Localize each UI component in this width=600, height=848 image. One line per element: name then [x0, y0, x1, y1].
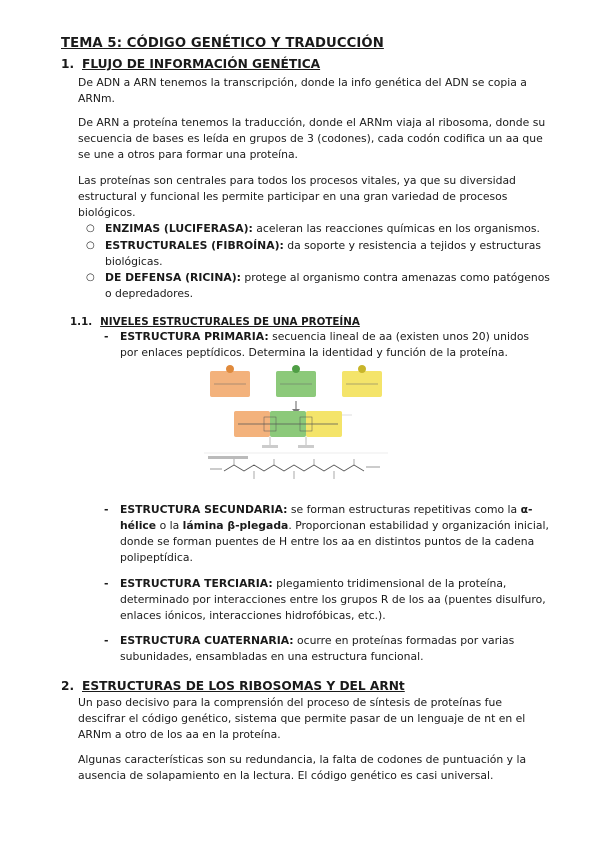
section-2-paragraph-2: Algunas características son su redundancia, la falta de codones de puntuación y la ausencia de solapamiento en la lectura. El código genético es casi universal.: [78, 753, 527, 782]
bullet-term: DE DEFENSA (RICINA):: [105, 271, 241, 284]
peptide-bond-figure: [204, 363, 388, 487]
bullet-term: ESTRUCTURALES (FIBROÍNA):: [105, 239, 284, 252]
bullet-circle-icon: ○: [86, 272, 95, 283]
list-item-estructura-cuaternaria: [104, 633, 550, 665]
section-2-title: ESTRUCTURAS DE LOS RIBOSOMAS Y DEL ARNt: [82, 679, 405, 693]
item-term: ESTRUCTURA PRIMARIA:: [120, 330, 269, 343]
list-item-estructura-terciaria: [104, 576, 550, 624]
item-text: plegamiento tridimensional de la proteína, determinado por interacciones entre los grupos R de los aa (puentes disulfuro, enlaces iónicos, interacciones hidrofóbicas, etc.).: [120, 577, 546, 622]
dash-marker: -: [104, 503, 109, 516]
section-1-number: 1.: [61, 57, 75, 71]
section-2-paragraph-1: Un paso decisivo para la comprensión del proceso de síntesis de proteínas fue descifrar el código genético, sistema que permite pasar de un lenguaje de nt en el ARNm a otro de los aa en la proteína.: [78, 696, 526, 741]
item-term: ESTRUCTURA TERCIARIA:: [120, 577, 273, 590]
item-text: se forman estructuras repetitivas como la: [287, 503, 521, 516]
bullet-circle-icon: ○: [86, 240, 95, 251]
bullet-text: da soporte y resistencia a tejidos y estructuras biológicas.: [105, 239, 541, 268]
beta-sheet-term: lámina β-plegada: [182, 519, 289, 532]
list-item-estructura-secundaria: [104, 502, 550, 566]
item-text: ocurre en proteínas formadas por varias subunidades, ensambladas en una estructura funcional.: [120, 634, 515, 663]
item-text: o la: [156, 519, 183, 532]
subsection-title: NIVELES ESTRUCTURALES DE UNA PROTEÍNA: [100, 316, 360, 328]
item-term: ESTRUCTURA CUATERNARIA:: [120, 634, 294, 647]
page-title: TEMA 5: CÓDIGO GENÉTICO Y TRADUCCIÓN: [61, 36, 384, 51]
section-1-paragraph-1: De ADN a ARN tenemos la transcripción, donde la info genética del ADN se copia a ARNm.: [78, 76, 527, 105]
bullet-text: protege al organismo contra amenazas como patógenos o depredadores.: [105, 271, 550, 300]
section-2-number: 2.: [61, 679, 75, 693]
dash-marker: -: [104, 634, 109, 647]
list-item-defensa: [86, 270, 550, 302]
section-1-paragraph-3: Las proteínas son centrales para todos los procesos vitales, ya que su diversidad estructural y funcional les permite participar en una gran variedad de procesos biológicos.: [78, 174, 516, 219]
subsection-number: 1.1.: [70, 316, 93, 328]
section-1-paragraph-2: De ARN a proteína tenemos la traducción, donde el ARNm viaja al ribosoma, donde su secuencia de bases es leída en grupos de 3 (codones), cada codón codifica un aa que se une a otros para formar una proteína.: [78, 116, 546, 161]
section-1-heading: [61, 57, 541, 73]
list-item-estructura-primaria: [104, 329, 550, 361]
dash-marker: -: [104, 577, 109, 590]
section-1-title: FLUJO DE INFORMACIÓN GENÉTICA: [82, 57, 321, 71]
bullet-term: ENZIMAS (LUCIFERASA):: [105, 222, 253, 235]
bullet-circle-icon: ○: [86, 223, 95, 234]
item-term: ESTRUCTURA SECUNDARIA:: [120, 503, 288, 516]
list-item-enzimas: [86, 221, 550, 237]
item-text: secuencia lineal de aa (existen unos 20) unidos por enlaces peptídicos. Determina la identidad y función de la proteína.: [120, 330, 530, 359]
item-text: . Proporcionan estabilidad y organización inicial, donde se forman puentes de H entre los aa en distintos puntos de la cadena polipeptídica.: [120, 519, 549, 564]
dash-marker: -: [104, 330, 109, 343]
alpha-helix-term: α-hélice: [120, 503, 533, 532]
list-item-estructurales: [86, 238, 550, 270]
subsection-heading: [70, 316, 360, 328]
bullet-text: aceleran las reacciones químicas en los organismos.: [252, 222, 540, 235]
section-2-heading: [61, 679, 541, 695]
